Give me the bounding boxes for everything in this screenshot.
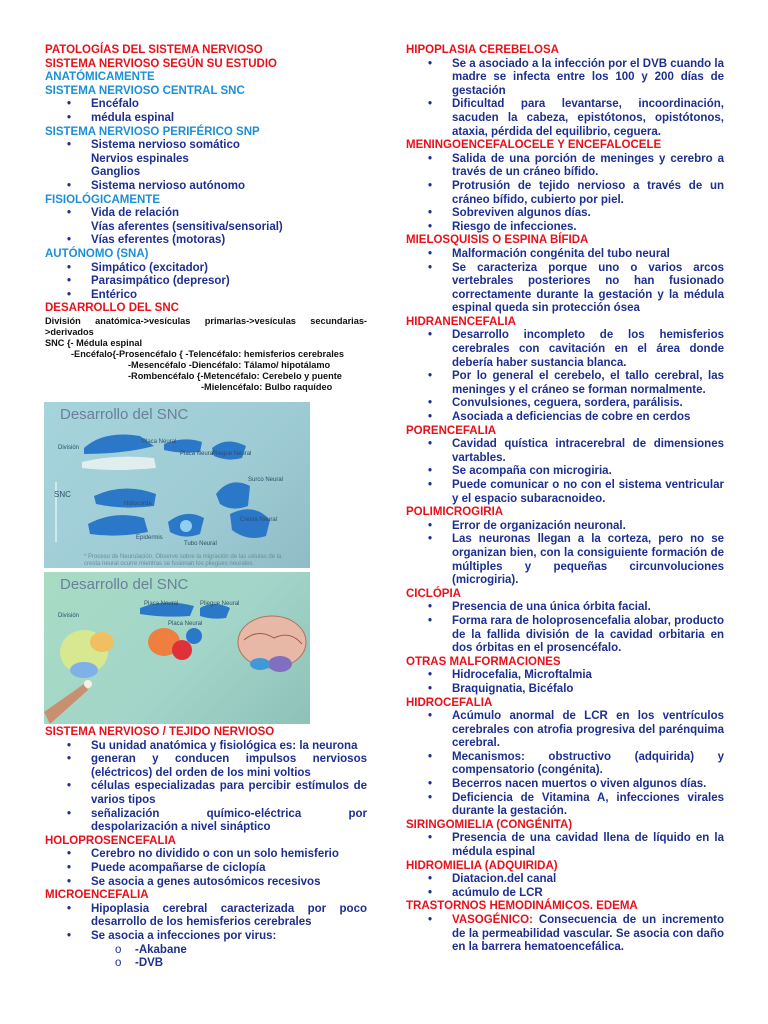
list-item: • Malformación congénita del tubo neural	[406, 248, 724, 262]
desarrollo-text	[45, 316, 367, 393]
heading-desarrollo: DESARROLLO DEL SNC	[45, 302, 179, 315]
list-item: • Asociada a deficiencias de cobre en cerdos	[406, 411, 724, 425]
heading-fisiologicamente: FISIOLÓGICAMENTE	[45, 193, 160, 206]
diagram-label: Epidermis	[136, 535, 163, 541]
list-item: • señalización químico-eléctrica por despolarización a nivel sináptico	[45, 808, 367, 835]
section-list	[406, 248, 724, 316]
list-item: o -DVB	[45, 957, 367, 971]
autonomo-list	[45, 262, 367, 303]
snp-list	[45, 139, 367, 193]
list-item: • Hipoplasia cerebral caracterizada por poco desarrollo de los hemisferios cerebrales	[45, 903, 367, 930]
list-item-text: Ganglios	[91, 166, 141, 179]
list-item: • Sistema nervioso autónomo	[45, 180, 367, 194]
photo-title: Desarrollo del SNC	[60, 406, 189, 423]
diagram-label: Placa Neural	[142, 439, 177, 445]
section-heading-estudio: SISTEMA NERVIOSO SEGÚN SU ESTUDIO	[45, 57, 277, 70]
list-item: • Deficiencia de Vitamina A, infecciones virales durante la gestación.	[406, 792, 724, 819]
section-heading: HIPOPLASIA CEREBELOSA	[406, 44, 559, 56]
diagram-label: Cresta Neural	[240, 517, 278, 523]
section-heading: HIDRANENCEFALIA	[406, 315, 516, 328]
diagram-label: Notocorda	[124, 501, 152, 507]
list-item: • Cavidad quística intracerebral de dimensiones vartables.	[406, 438, 724, 465]
section-heading: OTRAS MALFORMACIONES	[406, 655, 561, 668]
section-list	[406, 873, 724, 900]
photo-desarrollo-snc-1	[44, 402, 310, 568]
diagram-label: SNC	[54, 490, 71, 499]
section-list	[406, 153, 724, 235]
section-list	[406, 58, 724, 140]
diagram-label: Tubo Neural	[184, 541, 217, 547]
brain-diagram-icon	[44, 572, 310, 724]
list-item: • Las neuronas llegan a la corteza, pero no se organizan bien, con la consiguiente formación de múltiples y pequeñas circunvoluciones (microgiria).	[406, 533, 724, 587]
list-item: • Se caracteriza porque uno o varios arcos vertebrales posteriores no han fusionado correctamente durante la gestación y la médula espinal queda sin protección ósea	[406, 262, 724, 316]
desarrollo-line: -Rombencéfalo {-Metencéfalo: Cerebelo y puente	[128, 370, 342, 381]
list-item: • Dificultad para levantarse, incoordinación, sacuden la cabeza, epistótonos, opistótonos, ataxia, pérdida del equilibrio, ceguera.	[406, 98, 724, 139]
list-item: • Se a asociado a la infección por el DVB cuando la madre se infecta entre los 100 y 200 días de gestación	[406, 58, 724, 99]
list-item: • médula espinal	[45, 112, 367, 126]
edema-list	[406, 914, 724, 955]
heading-snp: SISTEMA NERVIOSO PERIFÉRICO SNP	[45, 125, 260, 138]
list-item: • Hidrocefalia, Microftalmia	[406, 669, 724, 683]
heading-anatomicamente: ANATÓMICAMENTE	[45, 71, 155, 84]
list-item: • Salida de una porción de meninges y cerebro a través de un cráneo bífido.	[406, 153, 724, 180]
list-item: • células especializadas para percibir estímulos de varios tipos	[45, 780, 367, 807]
section-list	[406, 832, 724, 859]
list-item: • Se asocia a infecciones por virus:	[45, 930, 367, 944]
edema-text: Consecuencia de un incremento de la permeabilidad vascular. Se asocia con daño en la barrera hematoencefálica.	[452, 914, 724, 954]
list-item: • Forma rara de holoprosencefalia alobar, producto de la fallida división de la cavidad orbitaria en dos órbitas en el prosencéfalo.	[406, 615, 724, 656]
desarrollo-line: SNC {- Médula espinal	[45, 337, 142, 348]
diagram-label: Pliegue Neural	[212, 451, 252, 457]
list-item	[45, 139, 367, 180]
section-list	[406, 329, 724, 424]
section-heading: CICLÓPIA	[406, 587, 461, 600]
list-item: • Puede comunicar o no con el sistema ventricular y el espacio subaracnoideo.	[406, 479, 724, 506]
list-item: • Su unidad anatómica y fisiológica es: la neurona	[45, 740, 367, 754]
holo-list	[45, 848, 367, 889]
list-item: • Parasimpático (depresor)	[45, 275, 367, 289]
list-item: • generan y conducen impulsos nerviosos (eléctricos) del orden de los mini voltios	[45, 753, 367, 780]
right-column	[406, 44, 724, 955]
heading-edema: TRASTORNOS HEMODINÁMICOS. EDEMA	[406, 900, 638, 913]
micro-list	[45, 903, 367, 944]
section-heading: SIRINGOMIELIA (CONGÉNITA)	[406, 818, 573, 831]
list-item-text: Vías aferentes (sensitiva/sensorial)	[91, 220, 283, 233]
section-list	[406, 601, 724, 655]
section-heading: HIDROMIELIA (ADQUIRIDA)	[406, 859, 558, 872]
list-item: • Presencia de una cavidad llena de líquido en la médula espinal	[406, 832, 724, 859]
diagram-label: Placa Neural	[180, 451, 215, 457]
desarrollo-line: División anatómica->vesículas primarias->vesículas secundarias->derivados	[45, 315, 367, 337]
list-item: • Encéfalo	[45, 98, 367, 112]
list-item: • Braquignatia, Bicéfalo	[406, 683, 724, 697]
photo-desarrollo-snc-2	[44, 572, 310, 724]
diagram-label: Placa Neural	[144, 601, 179, 607]
section-heading: MIELOSQUISIS O ESPINA BÍFIDA	[406, 234, 589, 247]
list-item: • Diatacion.del canal	[406, 873, 724, 887]
edema-label: VASOGÉNICO:	[452, 914, 533, 926]
diagram-label: División	[58, 445, 80, 451]
list-item: • Acúmulo anormal de LCR en los ventrículos cerebrales con atrofia progresiva del parénquima cerebral.	[406, 710, 724, 751]
list-item: • acúmulo de LCR	[406, 887, 724, 901]
list-item: • Becerros nacen muertos o viven algunos días.	[406, 778, 724, 792]
left-column	[45, 44, 367, 393]
diagram-label: Pliegue Neural	[200, 601, 240, 607]
list-item-text: Nervios espinales	[91, 152, 189, 165]
list-item: • Entérico	[45, 289, 367, 303]
list-item: • Simpático (excitador)	[45, 262, 367, 276]
diagram-label: División	[58, 613, 80, 619]
list-item: • Puede acompañarse de ciclopía	[45, 862, 367, 876]
section-heading: POLIMICROGIRIA	[406, 506, 504, 519]
list-item: • Presencia de una única órbita facial.	[406, 601, 724, 615]
list-item	[406, 914, 724, 955]
list-item: • Mecanismos: obstructivo (adquirida) y compensatorio (congénita).	[406, 751, 724, 778]
list-item: • Cerebro no dividido o con un solo hemisferio	[45, 848, 367, 862]
list-item-text: Vida de relación	[91, 207, 179, 220]
list-item: • Por lo general el cerebelo, el tallo cerebral, las meninges y el cráneo se forman normalmente.	[406, 370, 724, 397]
desarrollo-line: -Encéfalo{-Prosencéfalo { -Telencéfalo: hemisferios cerebrales	[71, 348, 345, 359]
heading-snc: SISTEMA NERVIOSO CENTRAL SNC	[45, 84, 245, 97]
heading-holoprosencefalia: HOLOPROSENCEFALIA	[45, 834, 176, 847]
section-heading: PORENCEFALIA	[406, 424, 497, 437]
snc-list	[45, 98, 367, 125]
fisio-list	[45, 207, 367, 248]
list-item: • Protrusión de tejido nervioso a través de un cráneo bífido, cubierto por piel.	[406, 180, 724, 207]
list-item: • Error de organización neuronal.	[406, 520, 724, 534]
list-item: • Vías eferentes (motoras)	[45, 234, 367, 248]
list-item: • Se asocia a genes autosómicos recesivos	[45, 876, 367, 890]
section-heading: MENINGOENCEFALOCELE Y ENCEFALOCELE	[406, 139, 662, 152]
left-column-lower	[45, 726, 367, 971]
list-item: • Riesgo de infecciones.	[406, 221, 724, 235]
list-item: • Desarrollo incompleto de los hemisferios cerebrales con cavitación en el área donde debería haber sustancia blanca.	[406, 329, 724, 370]
list-item: o -Akabane	[45, 944, 367, 958]
photo-title: Desarrollo del SNC	[60, 576, 189, 593]
heading-tejido-nervioso: SISTEMA NERVIOSO / TEJIDO NERVIOSO	[45, 726, 275, 738]
diagram-label: Placa Neural	[168, 621, 203, 627]
tejido-list	[45, 740, 367, 835]
desarrollo-line: -Mielencéfalo: Bulbo raquídeo	[201, 381, 333, 392]
document-title: PATOLOGÍAS DEL SISTEMA NERVIOSO	[45, 44, 263, 56]
diagram-label: Surco Neural	[248, 477, 284, 483]
micro-sublist	[45, 944, 367, 971]
list-item: • Convulsiones, ceguera, sordera, parálisis.	[406, 397, 724, 411]
section-list	[406, 438, 724, 506]
section-heading: HIDROCEFALIA	[406, 696, 493, 709]
section-list	[406, 710, 724, 819]
heading-microencefalia: MICROENCEFALIA	[45, 889, 149, 902]
list-item: • Se acompaña con microgiria.	[406, 465, 724, 479]
section-list	[406, 669, 724, 696]
list-item	[45, 207, 367, 234]
section-list	[406, 520, 724, 588]
heading-autonomo: AUTÓNOMO (SNA)	[45, 247, 149, 260]
list-item: • Sobreviven algunos días.	[406, 207, 724, 221]
desarrollo-line: -Mesencéfalo -Diencéfalo: Tálamo/ hipotálamo	[128, 359, 331, 370]
diagram-caption: * Proceso de Neurulación. Observe sobre la migración de las células de la cresta neural ocurre mientras se fusionan los pliegues neurales.	[84, 554, 282, 567]
list-item-text: Sistema nervioso somático	[91, 139, 240, 152]
